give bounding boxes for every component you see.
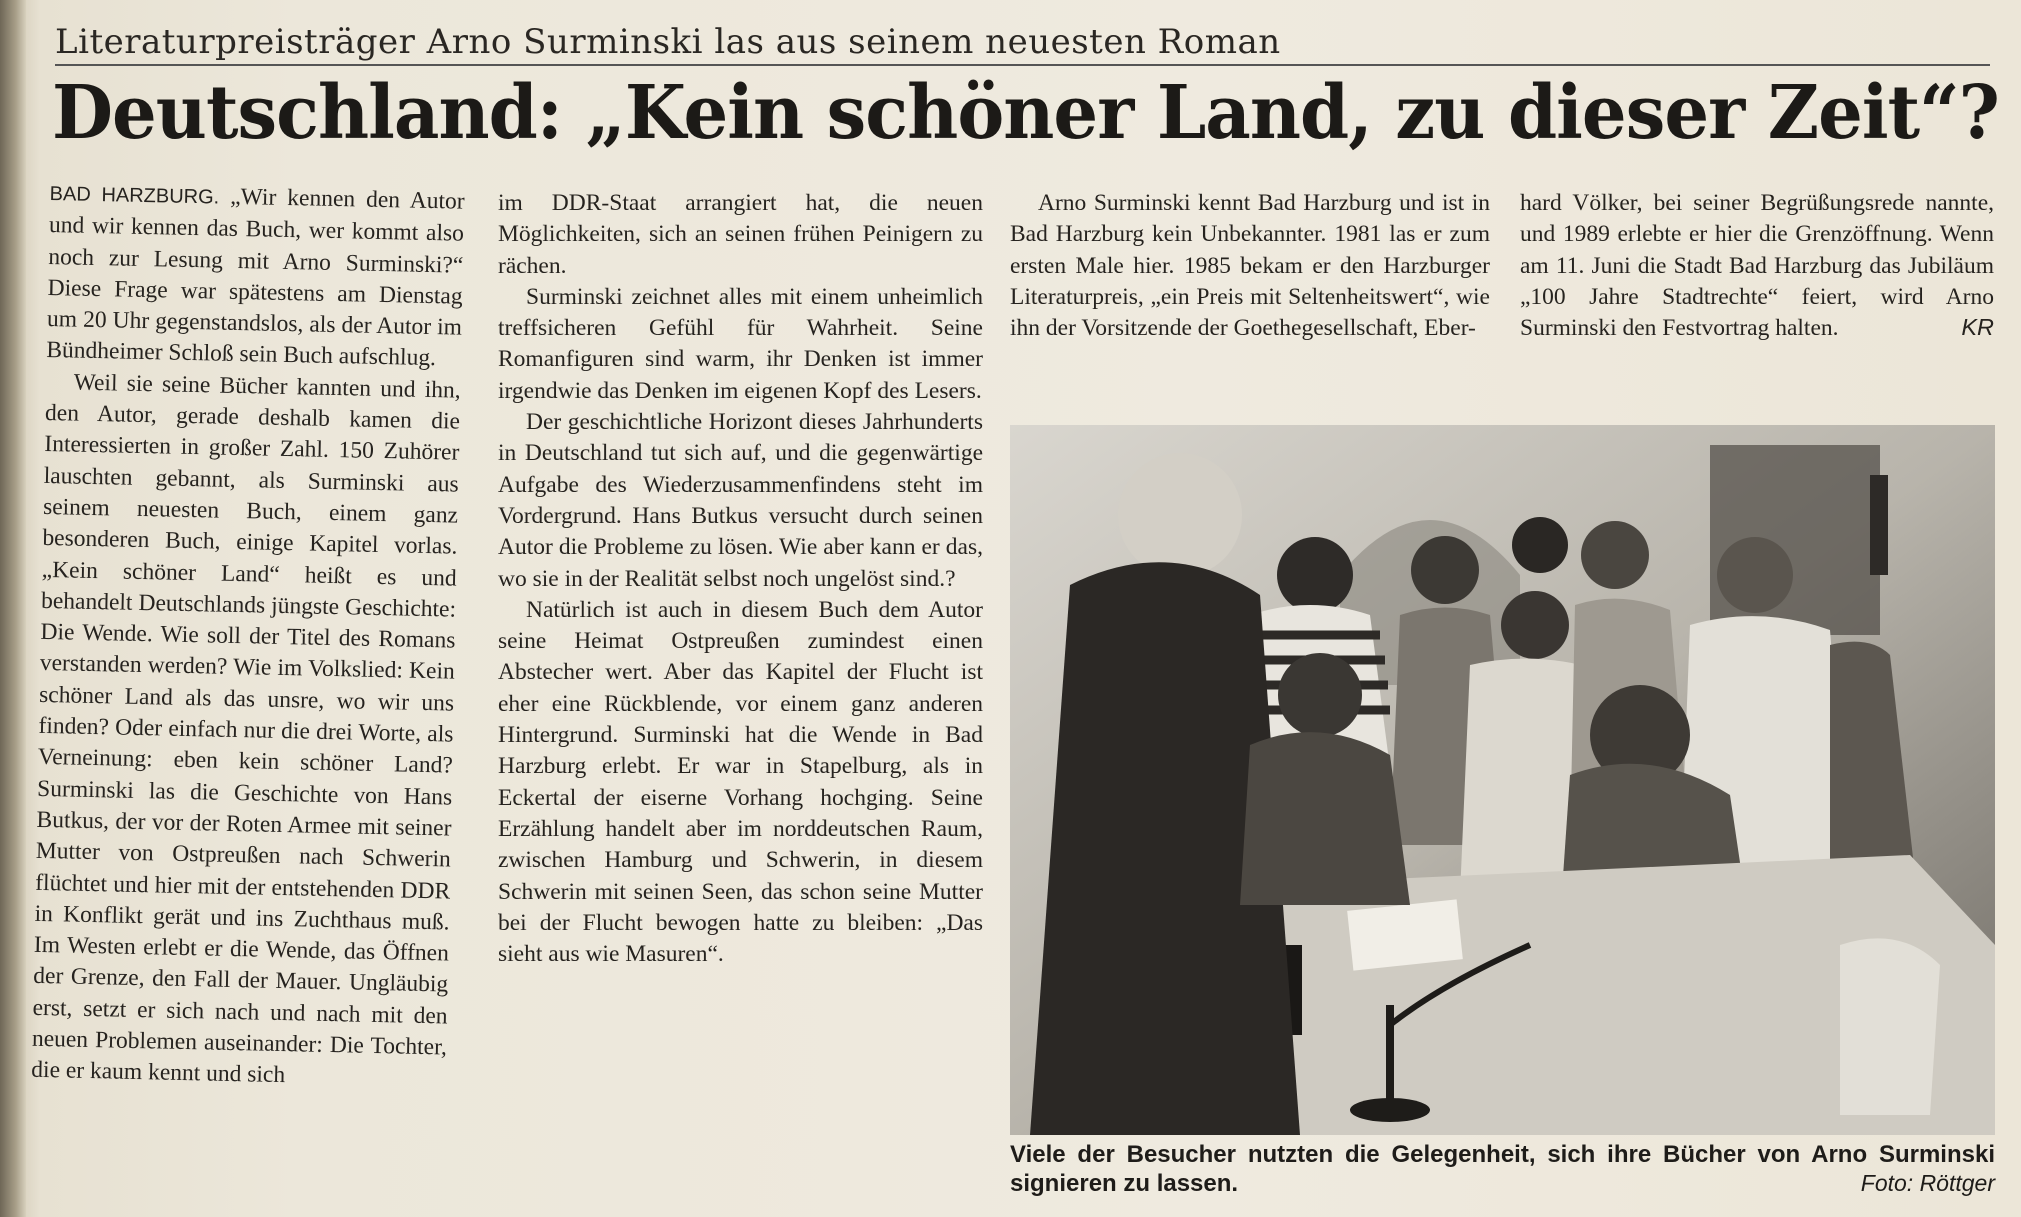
paragraph-text: „Wir kennen den Autor und wir kennen das Buch, wer kommt also noch zur Lesung mit Arno Surminski?“ Diese Frage war spätestens am Dienstag um 20 Uhr gegenstandslos, als der Autor im Bündheimer Schloß sein Buch aufschlug. (46, 183, 465, 372)
photo-illustration (1010, 425, 1995, 1135)
photo-credit: Foto: Röttger (1860, 1170, 1995, 1196)
text-column-2 (498, 188, 983, 970)
photo-caption: Viele der Besucher nutzten die Gelegenheit, sich ihre Bücher von Arno Surminski signieren zu lassen. (1010, 1141, 1995, 1197)
text-column-3 (1010, 188, 1490, 344)
dateline: BAD HARZBURG. (49, 182, 220, 209)
article-paragraph (46, 178, 465, 375)
page-binding-shadow (0, 0, 26, 1217)
article-paragraph: hard Völker, bei seiner Begrüßungsrede nannte, und 1989 erlebte er hier die Grenzöffnung. Wenn am 11. Juni die Stadt Bad Harzburg das Jubiläum „100 Jahre Stadtrechte“ feiert, wird Arno Surminski den Festvortrag halten. (1520, 190, 1994, 342)
article-paragraph: Der geschichtliche Horizont dieses Jahrhunderts in Deutschland tut sich auf, und die gegenwärtige Aufgabe des Wiederzusammenfindens steht im Vordergrund. Hans Butkus versucht durch seinen Autor die Probleme zu lösen. Wie aber kann er das, wo sie in der Realität selbst noch ungelöst sind.? (498, 409, 983, 592)
article-paragraph: Arno Surminski kennt Bad Harzburg und ist in Bad Harzburg kein Unbekannter. 1981 las er zum ersten Male hier. 1985 bekam er den Harzburger Literaturpreis, „ein Preis mit Seltenheitswert“, wie ihn der Vorsitzende der Goethegesellschaft, Eber- (1010, 190, 1490, 342)
article-paragraph: Surminski zeichnet alles mit einem unheimlich treffsicheren Gefühl für Wahrheit. Seine Romanfiguren sind warm, ihr Denken ist immer irgendwie das Denken im eigenen Kopf des Lesers. (498, 283, 983, 404)
text-column-1 (31, 178, 465, 1095)
article-kicker: Literaturpreisträger Arno Surminski las aus seinem neuesten Roman (55, 22, 1990, 66)
article-headline: Deutschland: „Kein schöner Land, zu dieser Zeit“? (52, 70, 1999, 156)
article-paragraph: Weil sie seine Bücher kannten und ihn, den Autor, gerade deshalb kamen die Interessierten in großer Zahl. 150 Zuhörer lauschten gebannt, als Surminski aus seinem neuesten Buch, einem ganz besonderen Buch, einige Kapitel vorlas. „Kein schöner Land“ heißt es und behandelt Deutschlands jüngste Geschichte: Die Wende. Wie soll der Titel des Romans verstanden werden? Wie im Volkslied: Kein schöner Land als das unsre, wo wir uns finden? Oder einfach nur die drei Worte, als Verneinung: eben kein schöner Land? Surminski las die Geschichte von Hans Butkus, der vor der Roten Armee mit seiner Mutter von Ostpreußen nach Schwerin flüchtet und hier mit der entstehenden DDR in Konflikt gerät und ins Zuchthaus muß. Im Westen erlebt er die Wende, das Öffnen der Grenze, den Fall der Mauer. Ungläubig erst, setzt er sich nach und nach mit den neuen Problemen auseinander: Die Tochter, die er kaum kennt und sich (31, 369, 461, 1089)
text-column-4 (1520, 188, 1994, 344)
article-paragraph: Natürlich ist auch in diesem Buch dem Autor seine Heimat Ostpreußen zumindest einen Abstecher wert. Aber das Kapitel der Flucht ist eher eine Rückblende, vor einem ganz anderen Hintergrund. Surminski hat die Wende in Bad Harzburg erlebt. Er war in Stapelburg, als in Eckertal der eiserne Vorhang hochging. Seine Erzählung handelt aber im norddeutschen Raum, zwischen Hamburg und Schwerin, in diesem Schwerin mit seinen Seen, das schon seine Mutter bei der Flucht bewogen hatte zu bleiben: „Das sieht aus wie Masuren“. (498, 596, 983, 968)
article-paragraph: im DDR-Staat arrangiert hat, die neuen Möglichkeiten, sich an seinen frühen Peinigern zu rächen. (498, 190, 983, 279)
author-initials: KR (1961, 314, 1994, 341)
article-photo (1010, 425, 1995, 1135)
